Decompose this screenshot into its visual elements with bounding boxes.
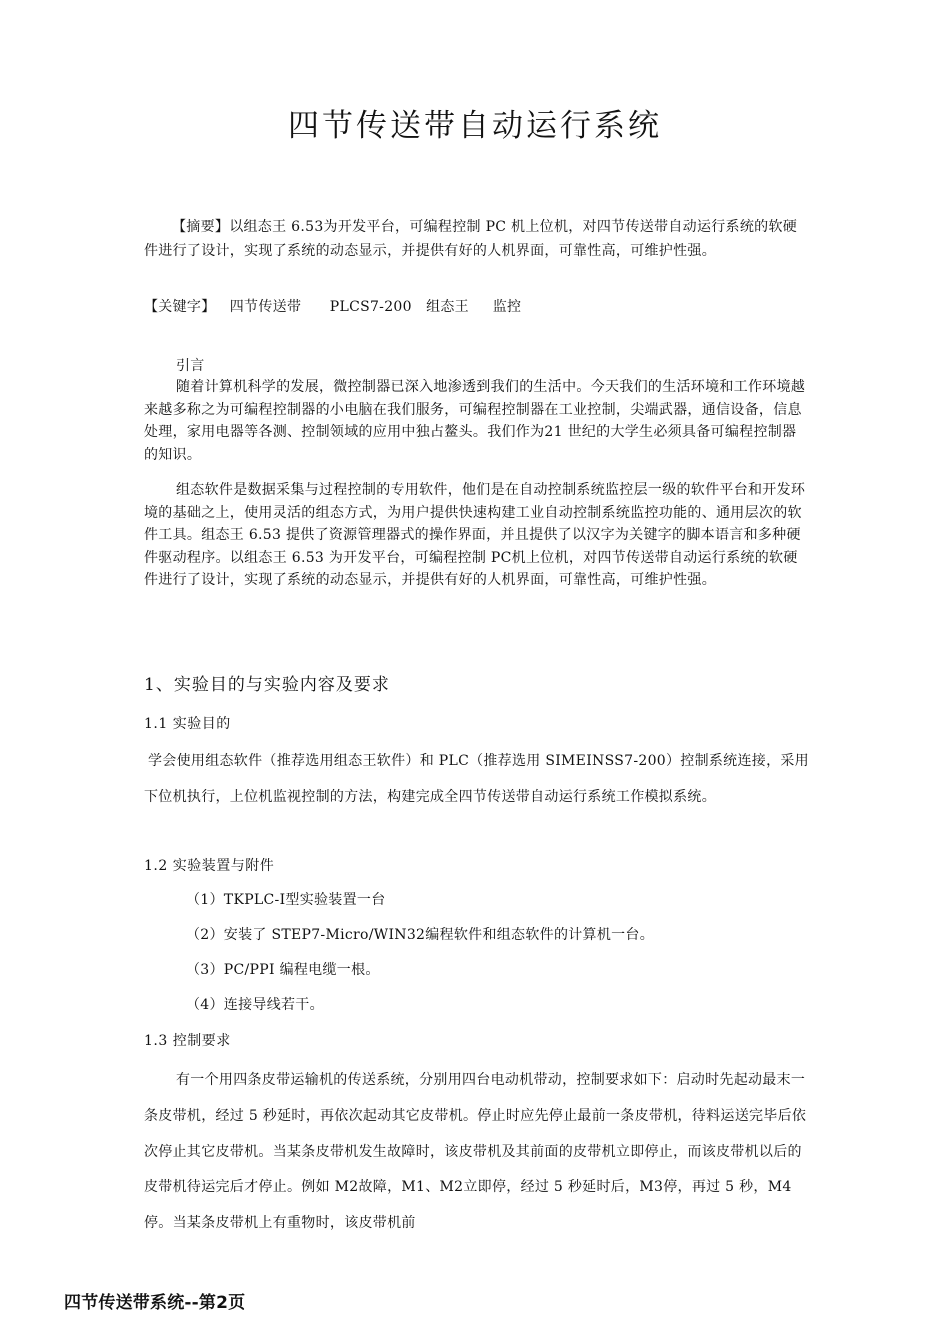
section-1-1-paragraph: 学会使用组态软件（推荐选用组态王软件）和 PLC（推荐选用 SIMEINSS7-200）控制系统连接，采用下位机执行，上位机监视控制的方法，构建完成全四节传送带自动运行系统工作模拟系统。 xyxy=(144,753,809,805)
abstract-paragraph: 【摘要】以组态王 6.53为开发平台，可编程控制 PC 机上位机，对四节传送带自动运行系统的软硬件进行了设计，实现了系统的动态显示，并提供有好的人机界面，可靠性高，可维护性强。 xyxy=(144,219,798,259)
section-1-3-paragraph: 有一个用四条皮带运输机的传送系统，分别用四台电动机带动，控制要求如下：启动时先起动最末一条皮带机，经过 5 秒延时，再依次起动其它皮带机。停止时应先停止最前一条皮带机，待料运送完毕后依次停止其它皮带机。当某条皮带机发生故障时，该皮带机及其前面的皮带机立即停止，而该皮带机以后的皮带机待运完后才停止。例如 M2故障，M1、M2立即停，经过 5 秒延时后，M3停，再过 5 秒，M4停。当某条皮带机上有重物时，该皮带机前 xyxy=(144,1072,807,1232)
equipment-item: （1）TKPLC-I型实验装置一台 xyxy=(186,892,386,908)
section-1-1-text xyxy=(144,744,810,815)
equipment-item: （3）PC/PPI 编程电缆一根。 xyxy=(186,962,380,978)
page-footer: 四节传送带系统--第2页 xyxy=(64,1293,246,1313)
section-1-3-heading: 1.3 控制要求 xyxy=(144,1033,231,1049)
keywords-line: 【关键字】 四节传送带 PLCS7-200 组态王 监控 xyxy=(144,299,522,315)
section-1-2-heading: 1.2 实验装置与附件 xyxy=(144,858,275,874)
document-title: 四节传送带自动运行系统 xyxy=(288,108,662,144)
section-1-heading: 1、实验目的与实验内容及要求 xyxy=(144,675,390,695)
equipment-item: （2）安装了 STEP7-Micro/WIN32编程软件和组态软件的计算机一台。 xyxy=(186,927,655,943)
intro-heading: 引言 xyxy=(176,358,205,374)
intro-paragraph-1: 随着计算机科学的发展，微控制器已深入地渗透到我们的生活中。今天我们的生活环境和工作环境越来越多称之为可编程控制器的小电脑在我们服务，可编程控制器在工业控制，尖端武器，通信设备，信息处理，家用电器等各测、控制领域的应用中独占鳌头。我们作为21 世纪的大学生必须具备可编程控制器的知识。 xyxy=(144,379,806,463)
intro-paragraph-2: 组态软件是数据采集与过程控制的专用软件，他们是在自动控制系统监控层一级的软件平台和开发环境的基础之上，使用灵活的组态方式，为用户提供快速构建工业自动控制系统监控功能的、通用层次的软件工具。组态王 6.53 提供了资源管理器式的操作界面，并且提供了以汉字为关键字的脚本语言和多种硬件驱动程序。以组态王 6.53 为开发平台，可编程控制 PC机上位机，对四节传送带自动运行系统的软硬件进行了设计，实现了系统的动态显示，并提供有好的人机界面，可靠性高，可维护性强。 xyxy=(144,482,806,589)
equipment-item: （4）连接导线若干。 xyxy=(186,997,324,1013)
section-1-1-heading: 1.1 实验目的 xyxy=(144,716,231,732)
